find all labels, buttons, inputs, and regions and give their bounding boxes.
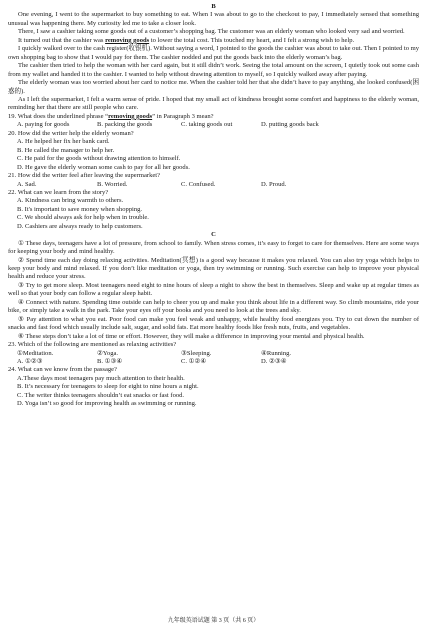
question-23-items <box>8 350 419 358</box>
question-19-text-before: 19. What does the underlined phrase “ <box>8 112 109 120</box>
question-24: 24. What can we know from the passage? <box>8 366 117 374</box>
option-20-c[interactable]: C. He paid for the goods without drawing attention to himself. <box>17 155 181 163</box>
option-19-c[interactable]: C. taking goods out <box>181 121 233 129</box>
option-22-d[interactable]: D. Cashiers are always ready to help customers. <box>17 222 143 230</box>
option-21-d[interactable]: D. Proud. <box>261 180 287 188</box>
passage-c-paragraph-6: ⑥ These steps don’t take a lot of time or effort. However, they will make a difference in improving your mental and physical health. <box>18 332 365 340</box>
passage-c-paragraph-3: ③ Try to get more sleep. Most teenagers need eight to nine hours of sleep a night to show the best in themselves. Sleep and wake up at regular times as well so that your body can follow a regular sleep habit. <box>8 281 419 298</box>
option-20-b[interactable]: B. He called the manager to help her. <box>17 146 115 154</box>
option-22-a[interactable]: A. Kindness can bring warmth to others. <box>17 197 124 205</box>
page-footer: 九年级英语试题 第 3 页（共 6 页） <box>167 618 260 624</box>
section-b-heading: B <box>211 3 216 10</box>
option-20-a[interactable]: A. He helped her fix her bank card. <box>17 138 110 146</box>
question-19-phrase: removing goods <box>108 112 153 120</box>
option-24-b[interactable]: B. It’s necessary for teenagers to sleep for eight to nine hours a night. <box>17 383 199 391</box>
question-19-text-after: ” in Paragraph 3 mean? <box>152 112 214 120</box>
option-19-b[interactable]: B. packing the goods <box>97 121 153 129</box>
question-23-options <box>8 358 419 366</box>
option-23-a[interactable]: A. ①②③ <box>17 358 43 365</box>
option-19-d[interactable]: D. putting goods back <box>261 121 319 129</box>
option-21-b[interactable]: B. Worried. <box>97 180 128 188</box>
option-20-d[interactable]: D. He gave the elderly woman some cash to pay for all her goods. <box>17 163 190 171</box>
option-22-c[interactable]: C. We should always ask for help when in trouble. <box>17 214 149 222</box>
item-23-1: ①Meditation. <box>17 349 54 357</box>
option-21-c[interactable]: C. Confused. <box>181 180 216 188</box>
passage-b-paragraph-2: There, I saw a cashier taking some goods out of a customer’s shopping bag. The customer was an elderly woman who looked very sad and worried. <box>18 28 405 36</box>
passage-c-paragraph-5: ⑤ Pay attention to what you eat. Poor food can make you feel weak and unhappy, while healthy food energizes you. Try to cut down the number of snacks and fast food which usually include salt, sugar, and solid fats. Eat more healthy foods like fresh nuts, fruits, and vegetables. <box>8 315 419 332</box>
section-c-heading: C <box>211 231 216 239</box>
question-20: 20. How did the writer help the elderly woman? <box>8 129 134 137</box>
underlined-phrase: removing goods <box>105 36 150 44</box>
question-23: 23. Which of the following are mentioned as relaxing activities? <box>8 341 177 349</box>
option-23-d[interactable]: D. ②③④ <box>261 358 287 365</box>
option-19-a[interactable]: A. paying for goods <box>17 121 70 129</box>
option-21-a[interactable]: A. Sad. <box>17 180 37 188</box>
question-21-options <box>8 181 419 189</box>
passage-b-paragraph-1: One evening, I went to the supermarket to buy something to eat. When I was about to go to the checkout to pay, I immediately sensed that something unusual was happening there. My curiosity led me to take a closer look. <box>8 11 419 27</box>
paragraph-3-text-before: It turned out that the cashier was <box>18 36 106 44</box>
passage-b-paragraph-6: The elderly woman was too worried about her card to notice me. When the cashier told her that she didn’t have to pay anything, she looked confused(困惑的). <box>8 79 419 95</box>
option-24-d[interactable]: D. Yoga isn’t so good for improving health as swimming or running. <box>17 400 197 408</box>
option-24-a[interactable]: A.These days most teenagers pay much attention to their health. <box>17 374 185 382</box>
paragraph-3-text-after: to lower the total cost. This touched my heart, and I felt a strong wish to help. <box>149 36 355 44</box>
passage-b-paragraph-3 <box>8 37 419 45</box>
passage-b-paragraph-4: I quickly walked over to the cash register(收银机). Without saying a word, I pointed to the goods the cashier was about to take out. Then I pointed to my own shopping bag to show that I would pay for them. The cashier nodded and put the goods back into the elderly woman’s bag. <box>8 45 419 61</box>
option-24-c[interactable]: C. The writer thinks teenagers shouldn’t eat snacks or fast food. <box>17 391 185 399</box>
passage-c-paragraph-4: ④ Connect with nature. Spending time outside can help to cheer you up and make you think about life in a different way. So climb mountains, ride your bike, or simply take a walk in the park. Take your eyes off your books and you need to look at the trees and sky. <box>8 298 419 315</box>
passage-c-paragraph-1: ① These days, teenagers have a lot of pressure, from school to family. When stress comes, it’s easy to forget to care for themselves. Here are some ways for keeping your body and mind healthy. <box>8 239 419 256</box>
passage-b-paragraph-5: The cashier then tried to help the woman with her card again, but it still didn’t work. Seeing the total amount on the screen, I quietly took out some cash from my wallet and handed it to the cashier. I wanted to help without drawing attention to myself, so I quickly walked away after paying. <box>8 62 419 78</box>
question-19-options <box>8 121 419 129</box>
item-23-4: ④Running. <box>261 349 292 357</box>
option-23-c[interactable]: C. ①②④ <box>181 358 207 365</box>
question-22: 22. What can we learn from the story? <box>8 188 109 196</box>
question-19 <box>8 113 419 121</box>
question-21: 21. How did the writer feel after leaving the supermarket? <box>8 172 160 180</box>
passage-c-paragraph-2: ② Spend time each day doing relaxing activities. Meditation(冥想) is a good way because it makes you relaxed. You can also try yoga which helps to keep your body and mind relaxed. If you don’t like meditation or yoga, then try swimming or running. Such exercise can help to improve your physical health and reduce your stress. <box>8 256 419 281</box>
item-23-2: ②Yoga. <box>97 349 119 357</box>
option-23-b[interactable]: B. ①③④ <box>97 358 123 365</box>
item-23-3: ③Sleeping. <box>181 349 212 357</box>
option-22-b[interactable]: B. It's important to save money when shopping. <box>17 205 143 213</box>
passage-b-paragraph-7: As I left the supermarket, I felt a warm sense of pride. I hoped that my small act of kindness brought some comfort and happiness to the elderly woman, reminding her that there are still people who care. <box>8 95 419 112</box>
